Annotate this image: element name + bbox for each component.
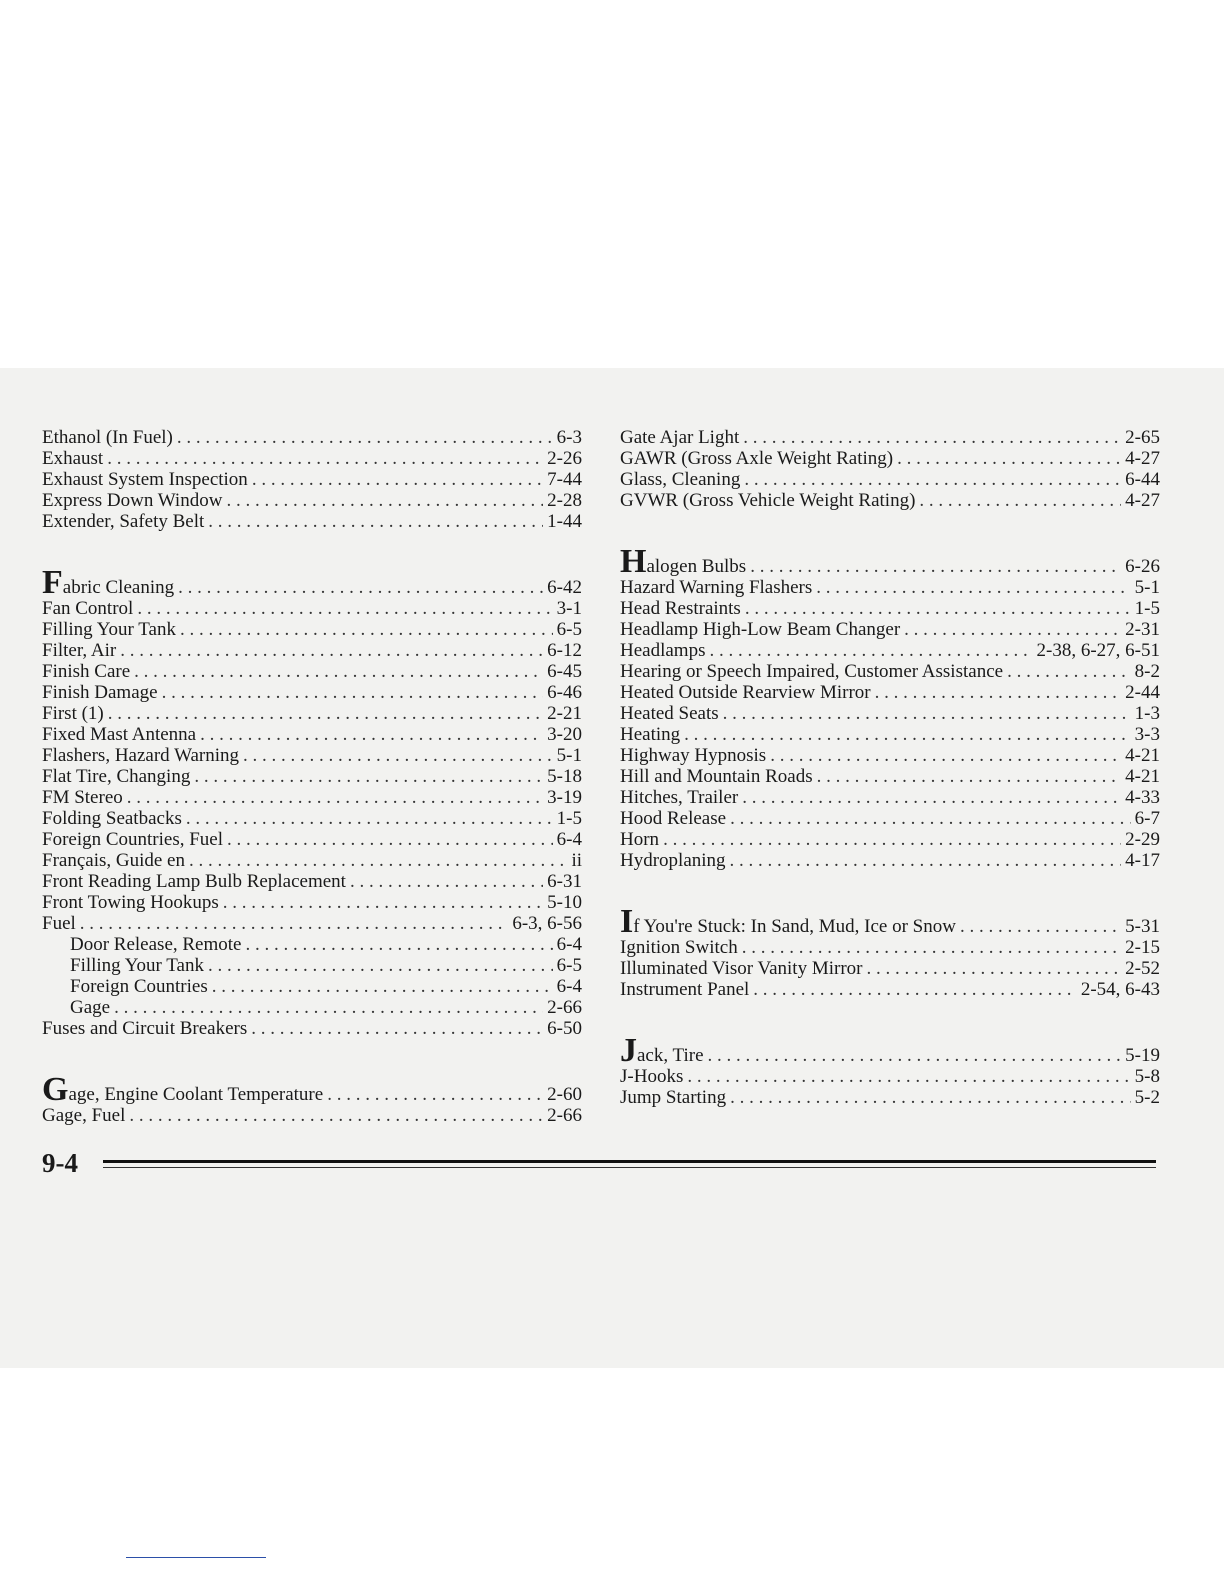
dot-leader	[743, 427, 1121, 448]
entry-text: J-Hooks	[620, 1066, 684, 1087]
entry-page-ref: 6-4	[556, 934, 582, 955]
dot-leader	[897, 448, 1121, 469]
entry-label	[620, 808, 726, 829]
entry-page-ref: 2-21	[547, 703, 582, 724]
index-entry	[42, 745, 582, 766]
entry-text: Gage	[70, 997, 111, 1018]
entry-label	[620, 640, 705, 661]
index-entry	[42, 724, 582, 745]
dot-leader	[875, 682, 1122, 703]
entry-text: Door Release, Remote	[70, 934, 242, 955]
entry-label	[620, 979, 749, 1000]
dot-leader	[730, 850, 1122, 871]
entry-label	[620, 619, 900, 640]
entry-label	[42, 640, 116, 661]
dot-leader	[127, 787, 543, 808]
entry-page-ref: 6-50	[547, 1018, 582, 1039]
entry-label	[70, 955, 204, 976]
index-entry	[620, 766, 1160, 787]
dot-leader	[252, 469, 543, 490]
index-entry	[620, 787, 1160, 808]
entry-label	[620, 829, 659, 850]
index-entry	[620, 958, 1160, 979]
entry-page-ref: 2-15	[1125, 937, 1160, 958]
dot-leader	[186, 808, 553, 829]
index-entry	[42, 598, 582, 619]
entry-page-ref: 5-19	[1125, 1045, 1160, 1066]
entry-page-ref: 4-21	[1125, 766, 1160, 787]
entry-page-ref: 2-52	[1125, 958, 1160, 979]
index-entry	[42, 850, 582, 871]
entry-page-ref: 7-44	[547, 469, 582, 490]
index-subentry	[42, 934, 582, 955]
index-entry	[620, 469, 1160, 490]
entry-text: Filling Your Tank	[70, 955, 204, 976]
entry-page-ref: 2-66	[547, 1105, 582, 1126]
index-entry	[42, 703, 582, 724]
entry-text: Flat Tire, Changing	[42, 766, 191, 787]
section-initial: H	[620, 543, 647, 580]
index-entry	[42, 1018, 582, 1039]
entry-text: Hill and Mountain Roads	[620, 766, 813, 787]
entry-label	[42, 808, 182, 829]
entry-page-ref: 3-19	[547, 787, 582, 808]
entry-page-ref: 2-66	[547, 997, 582, 1018]
dot-leader	[816, 577, 1130, 598]
index-entry	[620, 1066, 1160, 1087]
entry-page-ref: 6-7	[1134, 808, 1160, 829]
entry-page-ref: 6-12	[547, 640, 582, 661]
index-entry	[620, 619, 1160, 640]
entry-page-ref: 4-27	[1125, 448, 1160, 469]
entry-text: Fuel	[42, 913, 76, 934]
dot-leader	[120, 640, 543, 661]
index-group	[620, 427, 1160, 511]
dot-leader	[226, 490, 543, 511]
index-entry	[42, 511, 582, 532]
entry-text: Flashers, Hazard Warning	[42, 745, 240, 766]
dot-leader	[129, 1105, 543, 1126]
index-entry	[42, 871, 582, 892]
entry-text: Filling Your Tank	[42, 619, 176, 640]
index-group	[42, 427, 582, 532]
index-entry	[620, 829, 1160, 850]
entry-text: Head Restraints	[620, 598, 741, 619]
entry-label	[42, 598, 133, 619]
dot-leader	[108, 703, 543, 724]
entry-label	[42, 469, 248, 490]
entry-label	[42, 564, 175, 601]
entry-text: Français, Guide en	[42, 850, 185, 871]
dot-leader	[745, 598, 1131, 619]
entry-page-ref: 6-42	[547, 577, 582, 598]
index-entry	[42, 829, 582, 850]
entry-label	[42, 871, 346, 892]
entry-text: Instrument Panel	[620, 979, 750, 1000]
entry-page-ref: 5-8	[1134, 1066, 1160, 1087]
entry-label	[620, 745, 766, 766]
entry-label	[42, 724, 196, 745]
index-entry	[620, 979, 1160, 1000]
index-entry	[620, 703, 1160, 724]
entry-page-ref: 3-1	[556, 598, 582, 619]
entry-label	[620, 469, 740, 490]
entry-label	[42, 427, 173, 448]
index-entry	[42, 808, 582, 829]
entry-text: FM Stereo	[42, 787, 123, 808]
entry-page-ref: 6-31	[547, 871, 582, 892]
entry-text: Hitches, Trailer	[620, 787, 739, 808]
entry-text: alogen Bulbs	[646, 556, 747, 577]
dot-leader	[114, 997, 543, 1018]
entry-label	[620, 703, 719, 724]
entry-text: f You're Stuck: In Sand, Mud, Ice or Snow	[633, 916, 956, 937]
index-entry	[620, 808, 1160, 829]
entry-page-ref: 3-3	[1134, 724, 1160, 745]
entry-label	[620, 598, 741, 619]
index-column-left	[42, 427, 582, 1126]
entry-text: Illuminated Visor Vanity Mirror	[620, 958, 863, 979]
entry-label	[42, 490, 222, 511]
entry-text: Hazard Warning Flashers	[620, 577, 813, 598]
index-group	[42, 1071, 582, 1126]
dot-leader	[817, 766, 1122, 787]
entry-text: abric Cleaning	[62, 577, 175, 598]
entry-page-ref: 2-31	[1125, 619, 1160, 640]
index-entry	[42, 913, 582, 934]
entry-text: Foreign Countries	[70, 976, 208, 997]
entry-text: Hood Release	[620, 808, 727, 829]
entry-text: Foreign Countries, Fuel	[42, 829, 224, 850]
entry-page-ref: 5-10	[547, 892, 582, 913]
index-entry	[620, 598, 1160, 619]
dot-leader	[904, 619, 1121, 640]
entry-page-ref: 2-54, 6-43	[1080, 979, 1160, 1000]
dot-leader	[189, 850, 567, 871]
index-entry	[42, 661, 582, 682]
section-initial: F	[42, 564, 63, 601]
entry-page-ref: 1-5	[556, 808, 582, 829]
entry-label	[70, 976, 208, 997]
dot-leader	[1007, 661, 1131, 682]
dot-leader	[243, 745, 553, 766]
entry-page-ref: 5-1	[556, 745, 582, 766]
entry-page-ref: 5-2	[1134, 1087, 1160, 1108]
entry-label	[70, 997, 110, 1018]
entry-page-ref: 6-3, 6-56	[512, 913, 582, 934]
entry-page-ref: 4-27	[1125, 490, 1160, 511]
index-entry	[620, 640, 1160, 661]
dot-leader	[663, 829, 1121, 850]
index-entry	[42, 427, 582, 448]
entry-text: GVWR (Gross Vehicle Weight Rating)	[620, 490, 916, 511]
index-entry	[42, 640, 582, 661]
index-entry	[620, 937, 1160, 958]
dot-leader	[742, 937, 1121, 958]
entry-label	[70, 934, 241, 955]
dot-leader	[180, 619, 553, 640]
index-entry	[42, 564, 582, 601]
entry-page-ref: ii	[571, 850, 582, 871]
dot-leader	[212, 976, 553, 997]
index-entry	[42, 766, 582, 787]
index-entry	[42, 682, 582, 703]
dot-leader	[744, 469, 1121, 490]
entry-page-ref: 6-46	[547, 682, 582, 703]
entry-text: Finish Care	[42, 661, 131, 682]
dot-leader	[770, 745, 1121, 766]
index-group	[42, 564, 582, 1039]
entry-page-ref: 2-65	[1125, 427, 1160, 448]
entry-text: Front Towing Hookups	[42, 892, 219, 913]
index-entry	[620, 850, 1160, 871]
index-entry	[42, 892, 582, 913]
entry-text: Folding Seatbacks	[42, 808, 182, 829]
index-entry	[620, 427, 1160, 448]
entry-text: Gage, Fuel	[42, 1105, 126, 1126]
entry-page-ref: 6-3	[556, 427, 582, 448]
entry-page-ref: 6-45	[547, 661, 582, 682]
entry-label	[620, 937, 738, 958]
index-entry	[42, 619, 582, 640]
entry-page-ref: 2-44	[1125, 682, 1160, 703]
entry-text: Glass, Cleaning	[620, 469, 741, 490]
entry-text: Fuses and Circuit Breakers	[42, 1018, 248, 1039]
entry-label	[620, 766, 813, 787]
entry-label	[42, 745, 239, 766]
entry-page-ref: 4-21	[1125, 745, 1160, 766]
entry-label	[42, 1018, 247, 1039]
dot-leader	[200, 724, 543, 745]
entry-page-ref: 2-38, 6-27, 6-51	[1036, 640, 1160, 661]
link-underline	[126, 1557, 266, 1558]
entry-label	[42, 511, 204, 532]
entry-text: GAWR (Gross Axle Weight Rating)	[620, 448, 894, 469]
section-initial: J	[620, 1032, 637, 1069]
entry-text: Express Down Window	[42, 490, 223, 511]
entry-text: Fan Control	[42, 598, 134, 619]
entry-text: Ignition Switch	[620, 937, 738, 958]
dot-leader	[919, 490, 1121, 511]
index-entry	[620, 1032, 1160, 1069]
index-entry	[620, 682, 1160, 703]
entry-page-ref: 1-5	[1134, 598, 1160, 619]
dot-leader	[709, 640, 1032, 661]
index-entry	[620, 490, 1160, 511]
dot-leader	[137, 598, 552, 619]
entry-text: Highway Hypnosis	[620, 745, 767, 766]
entry-text: Heated Outside Rearview Mirror	[620, 682, 871, 703]
entry-label	[42, 913, 76, 934]
index-entry	[42, 469, 582, 490]
entry-label	[620, 1032, 704, 1069]
dot-leader	[177, 427, 553, 448]
index-subentry	[42, 997, 582, 1018]
entry-label	[42, 448, 103, 469]
entry-page-ref: 2-26	[547, 448, 582, 469]
index-group	[620, 1032, 1160, 1108]
page-number: 9-4	[42, 1148, 78, 1178]
entry-page-ref: 5-31	[1125, 916, 1160, 937]
dot-leader	[723, 703, 1131, 724]
entry-page-ref: 4-17	[1125, 850, 1160, 871]
dot-leader	[251, 1018, 543, 1039]
entry-page-ref: 2-60	[547, 1084, 582, 1105]
dot-leader	[162, 682, 544, 703]
dot-leader	[867, 958, 1122, 979]
dot-leader	[687, 1066, 1130, 1087]
entry-label	[620, 724, 680, 745]
entry-label	[42, 661, 130, 682]
index-subentry	[42, 955, 582, 976]
index-group	[620, 543, 1160, 871]
entry-label	[42, 850, 185, 871]
entry-page-ref: 2-29	[1125, 829, 1160, 850]
entry-page-ref: 6-4	[556, 976, 582, 997]
index-entry	[42, 787, 582, 808]
entry-page-ref: 5-18	[547, 766, 582, 787]
entry-text: Heated Seats	[620, 703, 719, 724]
entry-text: Finish Damage	[42, 682, 158, 703]
dot-leader	[742, 787, 1121, 808]
entry-text: ack, Tire	[637, 1045, 704, 1066]
entry-label	[620, 448, 893, 469]
footer-rule-thin	[103, 1167, 1156, 1168]
entry-label	[42, 829, 223, 850]
dot-leader	[80, 913, 509, 934]
entry-page-ref: 6-26	[1125, 556, 1160, 577]
index-entry	[620, 661, 1160, 682]
entry-text: Gate Ajar Light	[620, 427, 740, 448]
index-entry	[42, 448, 582, 469]
entry-label	[42, 682, 158, 703]
dot-leader	[245, 934, 552, 955]
entry-label	[620, 1066, 683, 1087]
entry-label	[42, 787, 123, 808]
entry-label	[620, 661, 1003, 682]
index-entry	[620, 1087, 1160, 1108]
index-entry	[620, 745, 1160, 766]
entry-label	[620, 577, 812, 598]
entry-text: Ethanol (In Fuel)	[42, 427, 173, 448]
entry-label	[620, 903, 956, 940]
entry-page-ref: 3-20	[547, 724, 582, 745]
dot-leader	[208, 511, 543, 532]
entry-text: Filter, Air	[42, 640, 117, 661]
entry-label	[620, 427, 739, 448]
entry-label	[42, 703, 104, 724]
dot-leader	[223, 892, 543, 913]
index-group	[620, 903, 1160, 1000]
footer-rule	[103, 1160, 1156, 1163]
entry-page-ref: 2-28	[547, 490, 582, 511]
index-entry	[620, 448, 1160, 469]
dot-leader	[350, 871, 543, 892]
entry-label	[620, 850, 726, 871]
section-initial: G	[42, 1071, 69, 1108]
dot-leader	[227, 829, 553, 850]
entry-text: Exhaust System Inspection	[42, 469, 248, 490]
entry-label	[42, 1071, 324, 1108]
entry-page-ref: 8-2	[1134, 661, 1160, 682]
dot-leader	[730, 808, 1131, 829]
entry-page-ref: 6-5	[556, 619, 582, 640]
index-subentry	[42, 976, 582, 997]
entry-text: Jump Starting	[620, 1087, 727, 1108]
entry-label	[620, 543, 747, 580]
dot-leader	[134, 661, 543, 682]
entry-page-ref: 4-33	[1125, 787, 1160, 808]
entry-label	[42, 1105, 125, 1126]
dot-leader	[107, 448, 543, 469]
entry-page-ref: 5-1	[1134, 577, 1160, 598]
entry-page-ref: 1-44	[547, 511, 582, 532]
index-entry	[620, 543, 1160, 580]
index-entry	[42, 1105, 582, 1126]
entry-text: Headlamps	[620, 640, 706, 661]
entry-text: Horn	[620, 829, 660, 850]
entry-label	[620, 787, 738, 808]
section-initial: I	[620, 903, 634, 940]
dot-leader	[208, 955, 553, 976]
entry-text: Heating	[620, 724, 681, 745]
entry-text: age, Engine Coolant Temperature	[68, 1084, 324, 1105]
entry-label	[42, 619, 176, 640]
entry-label	[42, 766, 190, 787]
entry-text: Hydroplaning	[620, 850, 726, 871]
entry-text: Exhaust	[42, 448, 104, 469]
entry-label	[620, 490, 915, 511]
entry-page-ref: 6-5	[556, 955, 582, 976]
entry-label	[620, 682, 871, 703]
entry-page-ref: 1-3	[1134, 703, 1160, 724]
entry-text: Headlamp High-Low Beam Changer	[620, 619, 901, 640]
entry-label	[42, 892, 219, 913]
index-entry	[620, 724, 1160, 745]
entry-text: Hearing or Speech Impaired, Customer Assistance	[620, 661, 1004, 682]
entry-text: First (1)	[42, 703, 104, 724]
index-entry	[620, 577, 1160, 598]
entry-page-ref: 6-44	[1125, 469, 1160, 490]
entry-text: Fixed Mast Antenna	[42, 724, 197, 745]
index-entry	[42, 1071, 582, 1108]
dot-leader	[730, 1087, 1131, 1108]
index-entry	[42, 490, 582, 511]
index-column-right	[620, 427, 1160, 1108]
dot-leader	[684, 724, 1131, 745]
index-entry	[620, 903, 1160, 940]
dot-leader	[194, 766, 543, 787]
entry-label	[620, 1087, 726, 1108]
entry-label	[620, 958, 863, 979]
entry-text: Extender, Safety Belt	[42, 511, 205, 532]
dot-leader	[753, 979, 1077, 1000]
entry-text: Front Reading Lamp Bulb Replacement	[42, 871, 346, 892]
entry-page-ref: 6-4	[556, 829, 582, 850]
